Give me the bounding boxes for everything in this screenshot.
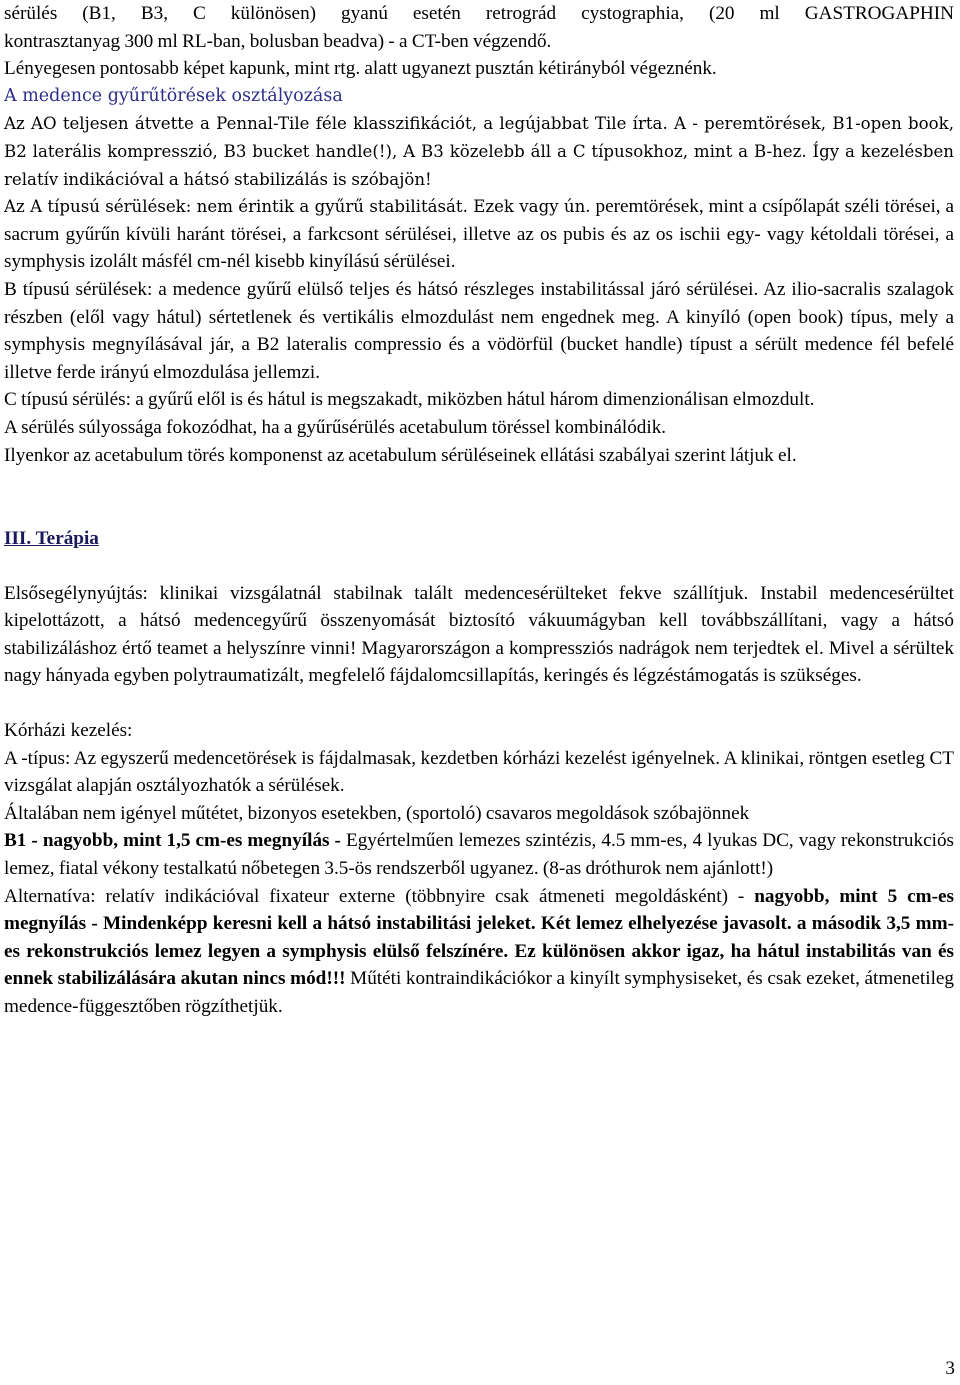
document-page: [4, 0, 954, 1021]
intro-line: sérülés (B1, B3, C különösen) gyanú esetén retrográd cystographia, (20 ml GASTROGAPHIN: [4, 3, 954, 24]
spacer: [4, 553, 954, 580]
type-a-rest: peremtörések, mint a csípőlapát széli törései, a sacrum gyűrűn kívüli haránt törései, a farkcsont sérülései, illetve az os pubis és az os ischii egy- vagy kétoldali törései, a symphysis izolált másfél cm-nél kisebb kinyílású sérülései.: [4, 196, 954, 273]
type-b-paragraph: B típusú sérülések: a medence gyűrű elülső teljes és hátsó részleges instabilitással járó sérülései. Az ilio-sacralis szalagok részben (elől vagy hátul) sértetlenek és vertikális elmozdulást nem engednek meg. A kinyíló (open book) típus, mely a symphysis megnyílásával jár, a B2 lateralis compressio és a vödörfül (bucket handle) típust a sérült medence fél befelé illetve ferde irányú elmozdulása jellemzi.: [4, 278, 954, 383]
type-a-treatment: A -típus: Az egyszerű medencetörések is fájdalmasak, kezdetben kórházi kezelést igényelnek. A klinikai, röntgen esetleg CT vizsgálat alapján osztályozhatók a sérülések.: [4, 747, 954, 797]
alternative-treatment: [4, 883, 954, 1021]
severity-paragraph: A sérülés súlyossága fokozódhat, ha a gyűrűsérülés acetabulum töréssel kombinálódik.: [4, 416, 667, 438]
b1-bold: B1 - nagyobb, mint 1,5 cm-es megnyílás -: [4, 830, 341, 852]
contra-text: Műtéti kontraindikációkor a kinyílt symphysiseket, és csak ezeket, átmenetileg medence-függesztőben rögzíthetjük.: [4, 968, 955, 1017]
acetabulum-paragraph: Ilyenkor az acetabulum törés komponenst az acetabulum sérüléseinek ellátási szabályai szerint látjuk el.: [4, 444, 797, 466]
intro-block: [4, 0, 954, 83]
therapy-heading: III. Terápia: [4, 528, 99, 550]
b1-treatment: [4, 827, 954, 882]
page-number: 3: [945, 1358, 955, 1379]
alt-bold: nagyobb, mint 5 cm-es megnyílás - Mindenképp keresni kell a hátsó instabilitási jeleket. Két lemez elhelyezése javasolt. a második 3,5 mm-es rekonstrukciós lemez legyen a symphysis elülső felszínére. Ez különösen akkor igaz, ha hátul instabilitás van és ennek stabilizálására akutan nincs mód!!!: [4, 885, 954, 990]
spacer: [4, 690, 954, 717]
classification-paragraph: Az AO teljesen átvette a Pennal-Tile féle klasszifikációt, a legújabbat Tile írta. A - peremtörések, B1-open book, B2 laterális kompresszió, B3 bucket handle(!), A B3 közelebb áll a C típusokhoz, mint a B-hez. Így a kezelésben relatív indikációval a hátsó stabilizálás is szóbajön!: [4, 114, 954, 189]
intro-line: kontrasztanyag 300 ml RL-ban, bolusban beadva) - a CT-ben végzendő.: [4, 30, 552, 52]
type-a-paragraph: [4, 193, 954, 276]
type-a-intro: Az A típusú sérülések: nem érintik a gyűrű stabilitását. Ezek vagy ún.: [4, 197, 591, 217]
intro-line: Lényegesen pontosabb képet kapunk, mint rtg. alatt ugyanezt pusztán kétirányból végeznénk.: [4, 58, 717, 80]
b1-text: Egyértelműen lemezes szintézis, 4.5 mm-es, 4 lyukas DC, vagy rekonstrukciós lemez, fiatal vékony testalkatú nőbetegen 3.5-ös rendszerből ugyanez. (8-as dróthurok nem ajánlott!): [4, 830, 955, 880]
first-aid-paragraph: Elsősegélynyújtás: klinikai vizsgálatnál stabilnak talált medencesérülteket fekve szállítjuk. Instabil medencesérültet kipelottázott, a hátsó medencegyűrű összenyomását biztosító vákuumágyban kell továbbszállítani, vagy a hátsó stabilizáláshoz értő teamet a helyszínre vinni! Magyarországon a kompressziós nadrágok nem terjedtek el. Mivel a sérültek nagy hányada egyben polytraumatizált, megfelelő fájdalomcsillapítás, keringés és légzéstámogatás is szükséges.: [4, 582, 954, 687]
section-heading: A medence gyűrűtörések osztályozása: [4, 85, 343, 106]
alt-text: Alternatíva: relatív indikációval fixateur externe (többnyire csak átmeneti megoldásként) -: [4, 885, 745, 907]
general-treatment: Általában nem igényel műtétet, bizonyos esetekben, (sportoló) csavaros megoldások szóbajönnek: [4, 802, 750, 824]
spacer: [4, 469, 954, 525]
hospital-heading: Kórházi kezelés:: [4, 720, 133, 742]
type-c-paragraph: C típusú sérülés: a gyűrű elől is és hátul is megszakadt, miközben hátul három dimenzionálisan elmozdult.: [4, 389, 815, 411]
